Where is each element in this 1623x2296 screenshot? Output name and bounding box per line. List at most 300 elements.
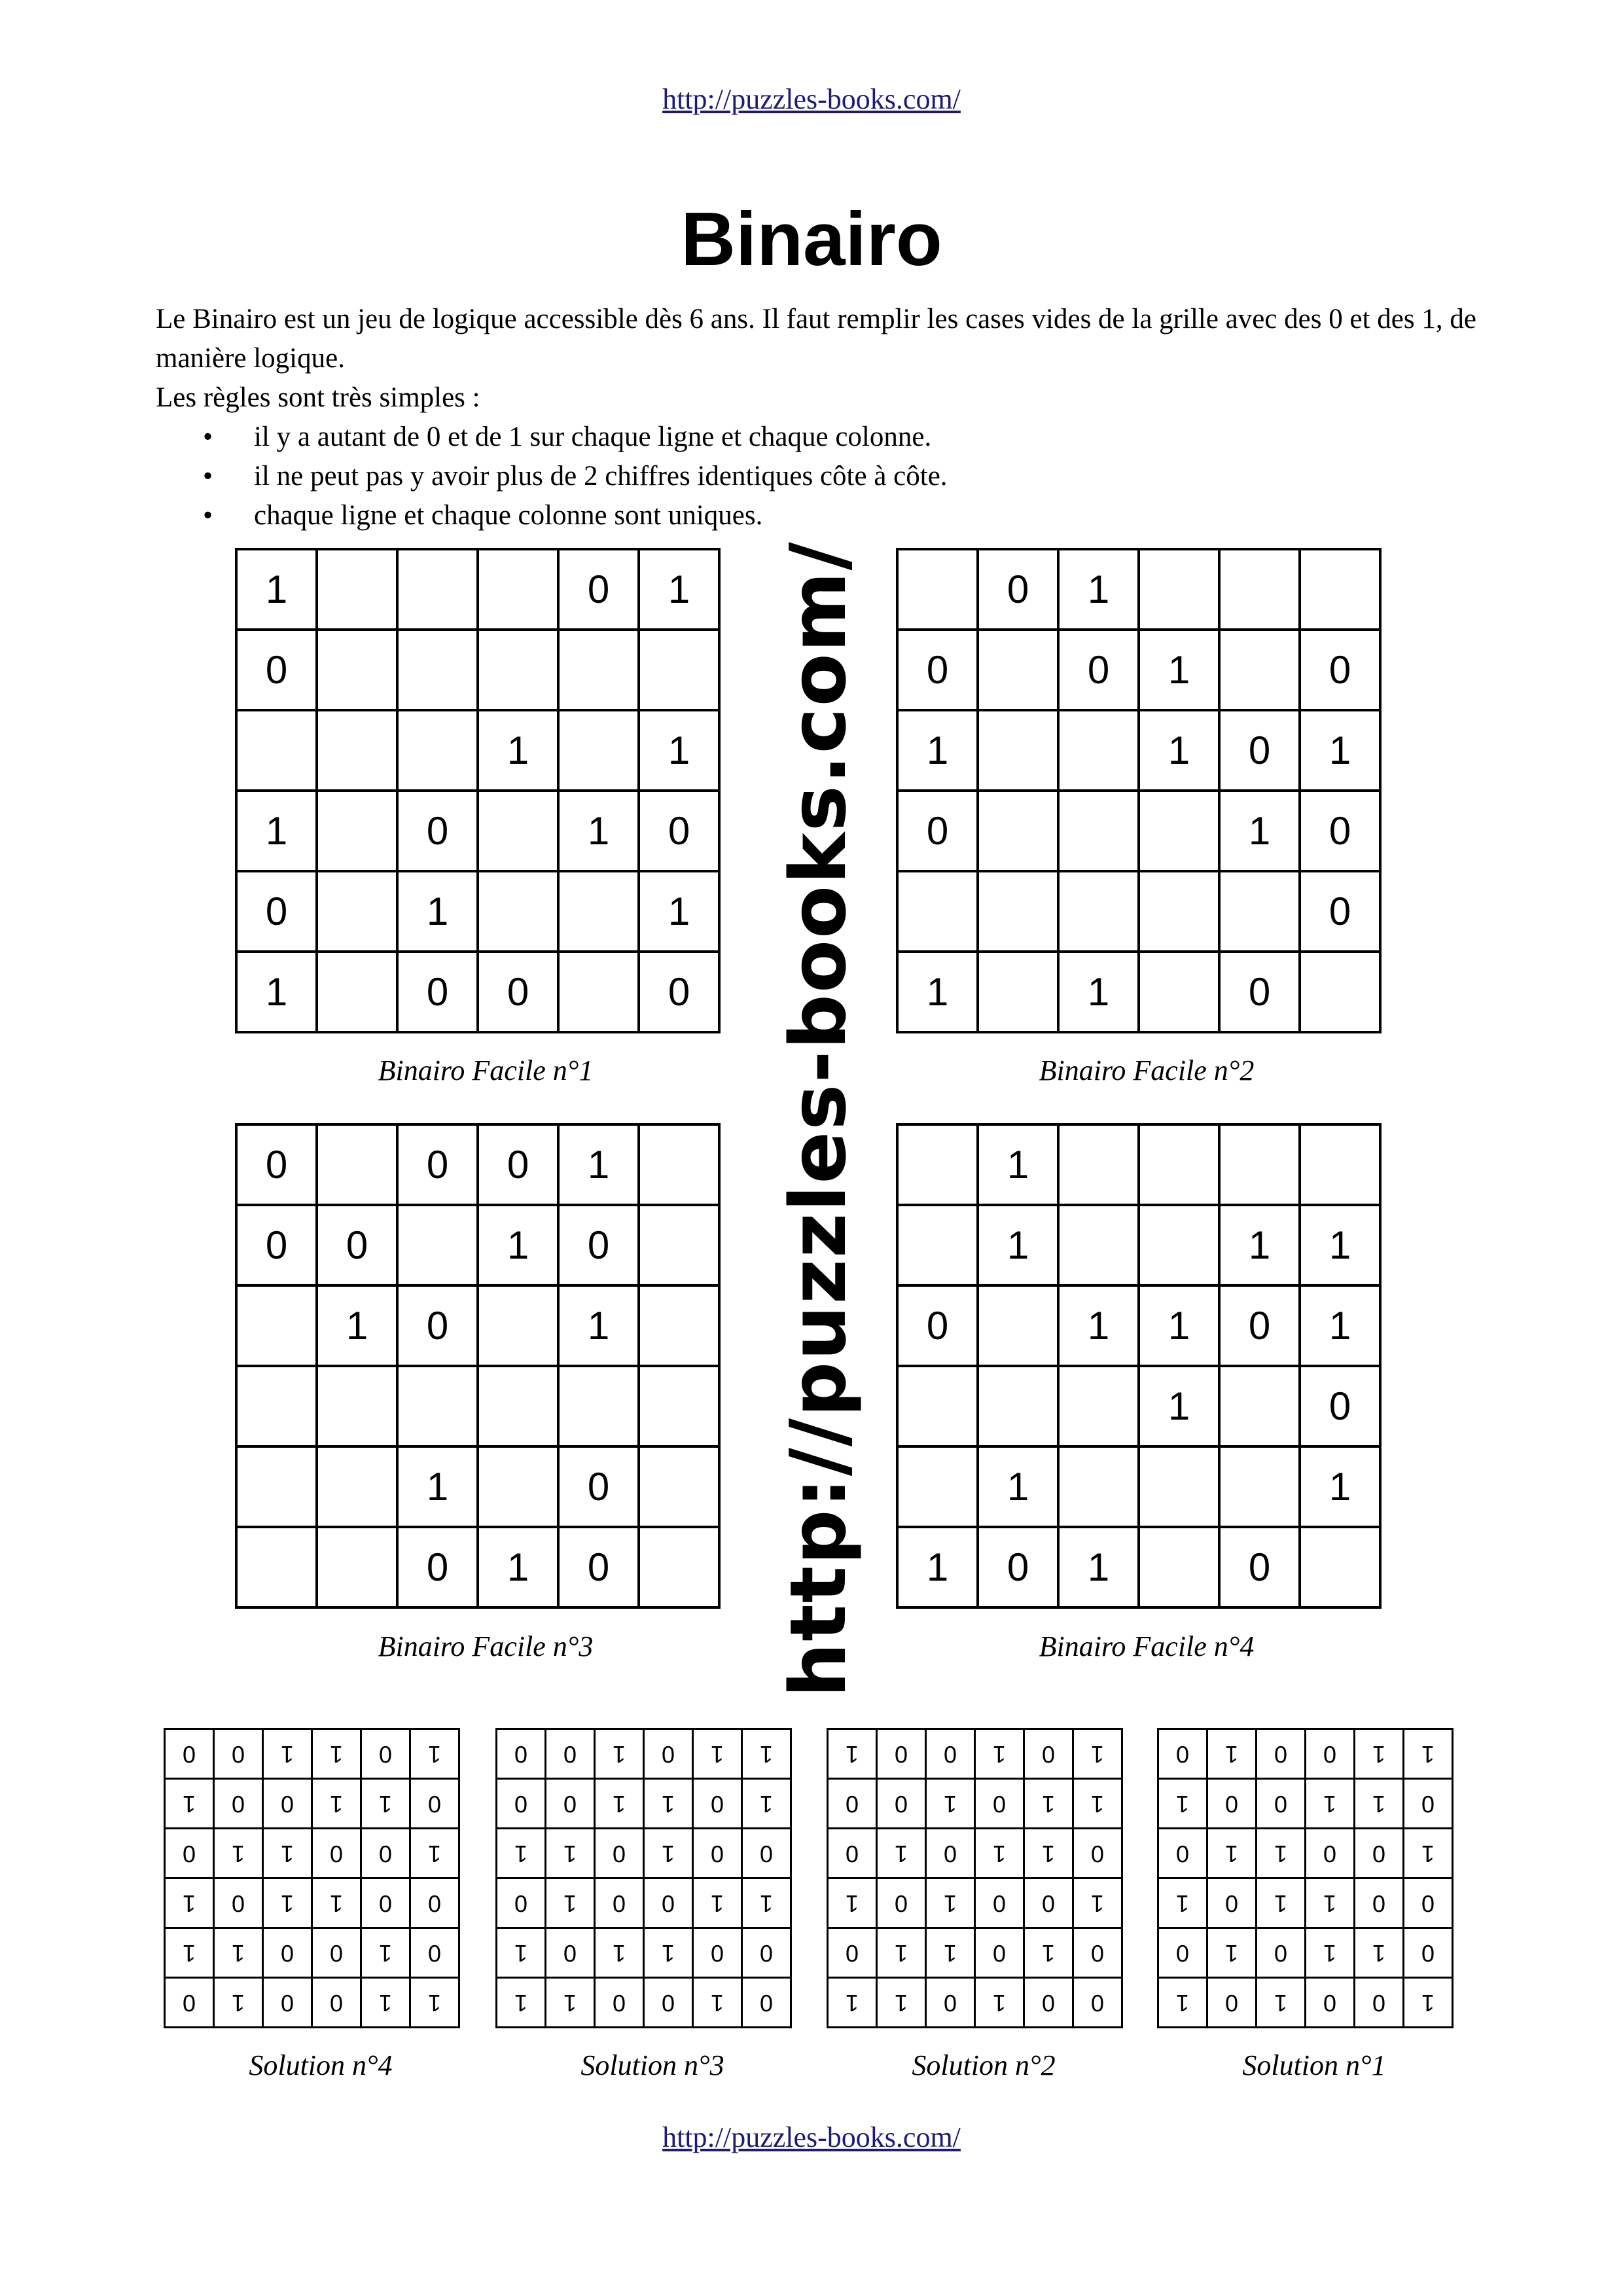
cell-value: 1 [1274,1840,1288,1867]
grid-cell [1139,1366,1219,1446]
cell-value: 0 [280,1989,294,2017]
cell-value: 1 [894,1939,908,1967]
grid-cell [926,1729,975,1779]
cell-value: 0 [1274,1939,1288,1967]
grid-row [165,1928,459,1978]
cell-value: 1 [280,1740,294,1768]
grid-cell [1058,791,1139,871]
rule-text: il y a autant de 0 et de 1 sur chaque ligne et chaque colonne. [254,422,932,452]
cell-value: 1 [329,1790,344,1818]
cell-value: 1 [612,1790,626,1818]
grid-cell [317,1205,397,1285]
cell-value: 1 [265,567,288,611]
intro-paragraph: Le Binairo est un jeu de logique accessible dès 6 ans. Il faut remplir les cases vides de la grille avec des 0 et des 1, de manière logique. [156,304,1476,374]
grid-cell [214,1829,263,1878]
grid-row [497,1978,791,2028]
grid-cell [263,1978,312,2028]
grid-cell [1207,1928,1257,1978]
grid-cell [742,1779,791,1829]
cell-value: 1 [668,567,690,611]
grid-cell [558,1124,639,1205]
grid-cell [397,1366,478,1446]
cell-value: 0 [759,1989,774,2017]
cell-value: 0 [265,1143,288,1187]
grid-cell [478,1366,558,1446]
grid-cell [639,549,719,630]
solution-caption-2: Solution n°2 [912,2049,1056,2081]
cell-value: 1 [1168,1384,1190,1428]
solution-grid-4 [164,1728,460,2028]
grid-cell [165,1928,214,1978]
cell-value: 0 [1248,1304,1271,1348]
grid-cell [693,1928,742,1978]
grid-cell [897,1285,978,1366]
cell-value: 1 [1372,1740,1386,1768]
grid-cell [236,1366,317,1446]
grid-cell [214,1779,263,1829]
cell-value: 0 [759,1939,774,1967]
grid-cell [1158,1878,1207,1928]
cell-value: 0 [992,1890,1007,1917]
grid-cell [236,1446,317,1527]
grid-cell [1058,630,1139,710]
grid-cell [978,710,1058,791]
grid-cell [877,1729,926,1779]
cell-value: 1 [759,1890,774,1917]
cell-value: 1 [280,1890,294,1917]
cell-value: 0 [514,1740,528,1768]
cell-value: 1 [612,1939,626,1967]
grid-cell [644,1928,693,1978]
grid-cell [975,1779,1024,1829]
grid-cell [1024,1978,1073,2028]
cell-value: 0 [563,1790,577,1818]
cell-value: 0 [661,1890,675,1917]
grid-cell [742,1829,791,1878]
cell-value: 1 [992,1989,1007,2017]
grid-cell [1257,1978,1306,2028]
grid-cell [1139,710,1219,791]
grid-cell [877,1878,926,1928]
grid-cell [639,1366,719,1446]
cell-value: 1 [587,1143,610,1187]
cell-value: 1 [1372,1939,1386,1967]
cell-value: 0 [710,1840,724,1867]
grid-row [828,1878,1122,1928]
grid-cell [263,1729,312,1779]
grid-cell [978,1527,1058,1607]
cell-value: 1 [507,1545,529,1589]
grid-cell [1207,1779,1257,1829]
cell-value: 0 [943,1740,957,1768]
grid-row [236,871,719,952]
grid-cell [361,1878,410,1928]
cell-value: 0 [1041,1989,1056,2017]
cell-value: 1 [710,1740,724,1768]
cell-value: 1 [426,1465,449,1509]
grid-cell [1139,549,1219,630]
grid-row [828,1729,1122,1779]
grid-cell [1300,952,1380,1032]
grid-cell [1058,1527,1139,1607]
grid-cell [1219,952,1300,1032]
grid-cell [558,952,639,1032]
grid-cell [595,1729,644,1779]
cell-value: 0 [231,1740,245,1768]
grid-cell [397,630,478,710]
grid-cell [897,1446,978,1527]
cell-value: 1 [587,1304,610,1348]
cell-value: 0 [1372,1840,1386,1867]
cell-value: 0 [894,1790,908,1818]
grid-cell [317,1285,397,1366]
cell-value: 1 [507,1223,529,1267]
puzzle-grid-4 [896,1123,1382,1609]
grid-cell [1073,1978,1122,2028]
cell-value: 1 [1329,1465,1351,1509]
grid-cell [1355,1779,1404,1829]
grid-cell [1139,1285,1219,1366]
cell-value: 0 [426,1143,449,1187]
solution-grid-3 [495,1728,792,2028]
cell-value: 1 [1421,1840,1435,1867]
grid-cell [1219,710,1300,791]
grid-cell [317,549,397,630]
solution-caption-4: Solution n°4 [249,2049,393,2081]
grid-cell [397,549,478,630]
cell-value: 0 [587,1223,610,1267]
cell-value: 0 [182,1740,196,1768]
cell-value: 0 [759,1840,774,1867]
grid-cell [1207,1729,1257,1779]
cell-value: 0 [265,889,288,933]
grid-cell [317,1446,397,1527]
grid-cell [595,1779,644,1829]
grid-cell [975,1729,1024,1779]
puzzle-caption-4: Binairo Facile n°4 [1039,1630,1255,1662]
cell-value: 0 [378,1840,393,1867]
grid-row [497,1928,791,1978]
grid-cell [397,791,478,871]
cell-value: 0 [1007,1545,1029,1589]
grid-cell [1257,1779,1306,1829]
cell-value: 1 [265,809,288,853]
cell-value: 1 [563,1840,577,1867]
grid-cell [877,1978,926,2028]
grid-row [497,1878,791,1928]
cell-value: 1 [710,1989,724,2017]
grid-cell [1139,1527,1219,1607]
grid-cell [1306,1829,1355,1878]
rules-list [156,418,1478,535]
grid-cell [1300,1124,1380,1205]
cell-value: 1 [926,728,949,772]
bullet-icon: • [203,461,213,492]
cell-value: 0 [1041,1740,1056,1768]
grid-cell [897,1366,978,1446]
cell-value: 0 [280,1939,294,1967]
cell-value: 1 [378,1939,393,1967]
grid-row [828,1978,1122,2028]
puzzle-grid-2 [896,548,1382,1033]
grid-cell [397,1446,478,1527]
grid-cell [1355,1829,1404,1878]
cell-value: 1 [1168,728,1190,772]
grid-cell [975,1928,1024,1978]
grid-cell [236,952,317,1032]
cell-value: 0 [1421,1939,1435,1967]
cell-value: 1 [1090,1740,1105,1768]
puzzle-caption-2: Binairo Facile n°2 [1039,1054,1255,1086]
cell-value: 0 [1175,1939,1190,1967]
cell-value: 1 [1041,1790,1056,1818]
grid-cell [877,1928,926,1978]
cell-value: 1 [661,1840,675,1867]
grid-cell [263,1928,312,1978]
grid-cell [595,1978,644,2028]
cell-value: 0 [427,1890,442,1917]
grid-cell [897,871,978,952]
grid-cell [497,1928,546,1978]
grid-cell [1158,1928,1207,1978]
grid-cell [644,1779,693,1829]
cell-value: 0 [507,970,529,1014]
grid-cell [1219,871,1300,952]
grid-cell [926,1928,975,1978]
grid-cell [1158,1729,1207,1779]
grid-cell [397,710,478,791]
cell-value: 1 [231,1840,245,1867]
cell-value: 0 [426,1545,449,1589]
grid-row [236,1366,719,1446]
grid-cell [497,1779,546,1829]
grid-cell [546,1978,595,2028]
grid-cell [1058,1285,1139,1366]
grid-cell [1219,1527,1300,1607]
intro-text [156,300,1478,535]
grid-cell [361,1729,410,1779]
cell-value: 1 [1421,1740,1435,1768]
cell-value: 0 [587,1545,610,1589]
cell-value: 1 [1323,1890,1337,1917]
grid-cell [546,1878,595,1928]
grid-cell [897,710,978,791]
grid-cell [1158,1829,1207,1878]
rules-heading: Les règles sont très simples : [156,382,480,413]
footer-link[interactable]: http://puzzles-books.com/ [662,2121,961,2153]
grid-cell [214,1878,263,1928]
grid-cell [975,1829,1024,1878]
grid-cell [978,1205,1058,1285]
cell-value: 0 [845,1840,859,1867]
page-title: Binairo [681,196,942,281]
cell-value: 0 [426,1304,449,1348]
grid-cell [639,791,719,871]
grid-cell [1355,1878,1404,1928]
cell-value: 1 [1175,1790,1190,1818]
cell-value: 1 [514,1989,528,2017]
grid-cell [1355,1928,1404,1978]
grid-cell [644,1729,693,1779]
grid-cell [1300,1527,1380,1607]
grid-cell [595,1829,644,1878]
grid-cell [214,1928,263,1978]
grid-row [236,630,719,710]
cell-value: 1 [668,728,690,772]
grid-cell [644,1878,693,1928]
grid-cell [497,1978,546,2028]
grid-cell [1300,1285,1380,1366]
grid-row [897,1527,1380,1607]
grid-cell [361,1978,410,2028]
grid-cell [1139,630,1219,710]
grid-row [236,791,719,871]
bullet-icon: • [203,500,213,531]
cell-value: 0 [1224,1790,1239,1818]
grid-row [165,1779,459,1829]
cell-value: 0 [1329,1384,1351,1428]
grid-cell [397,1527,478,1607]
rule-text: il ne peut pas y avoir plus de 2 chiffres identiques côte à côte. [254,461,948,492]
grid-cell [595,1878,644,1928]
cell-value: 0 [231,1890,245,1917]
cell-value: 1 [759,1740,774,1768]
grid-cell [361,1779,410,1829]
cell-value: 0 [346,1223,368,1267]
cell-value: 0 [329,1989,344,2017]
grid-cell [236,1527,317,1607]
grid-cell [897,952,978,1032]
grid-cell [312,1878,361,1928]
grid-cell [693,1829,742,1878]
cell-value: 1 [668,889,690,933]
grid-cell [312,1729,361,1779]
cell-value: 1 [1168,1304,1190,1348]
cell-value: 0 [926,1304,949,1348]
cell-value: 1 [1168,648,1190,692]
cell-value: 1 [1007,1143,1029,1187]
cell-value: 0 [1007,567,1029,611]
rule-item [156,457,1478,496]
cell-value: 1 [182,1890,196,1917]
grid-cell [639,871,719,952]
grid-cell [1300,549,1380,630]
grid-cell [644,1829,693,1878]
grid-cell [926,1878,975,1928]
cell-value: 1 [1274,1890,1288,1917]
grid-cell [639,1205,719,1285]
header-link[interactable]: http://puzzles-books.com/ [662,83,961,115]
grid-cell [975,1878,1024,1928]
cell-value: 0 [507,1143,529,1187]
grid-cell [1219,1366,1300,1446]
grid-cell [978,871,1058,952]
grid-cell [1139,1124,1219,1205]
grid-cell [1024,1928,1073,1978]
grid-cell [1073,1928,1122,1978]
puzzle-grid-1 [235,548,721,1033]
solution-grid-1 [1157,1728,1454,2028]
cell-value: 0 [1274,1740,1288,1768]
cell-value: 1 [943,1790,957,1818]
cell-value: 0 [427,1790,442,1818]
grid-cell [478,1124,558,1205]
cell-value: 1 [507,728,529,772]
grid-cell [897,1124,978,1205]
grid-cell [828,1878,877,1928]
grid-cell [478,549,558,630]
cell-value: 0 [1224,1890,1239,1917]
grid-row [236,1205,719,1285]
grid-cell [478,630,558,710]
cell-value: 0 [710,1790,724,1818]
grid-cell [877,1829,926,1878]
grid-cell [1058,1124,1139,1205]
grid-cell [1300,710,1380,791]
grid-cell [1158,1978,1207,2028]
grid-row [897,1205,1380,1285]
cell-value: 1 [661,1939,675,1967]
grid-cell [828,1978,877,2028]
cell-value: 1 [710,1890,724,1917]
grid-row [497,1729,791,1779]
cell-value: 1 [1224,1840,1239,1867]
grid-cell [397,871,478,952]
cell-value: 1 [759,1790,774,1818]
cell-value: 1 [182,1790,196,1818]
cell-value: 0 [265,1223,288,1267]
cell-value: 0 [1041,1890,1056,1917]
rule-item [156,496,1478,535]
cell-value: 0 [265,648,288,692]
grid-cell [397,1124,478,1205]
puzzle-grid-3 [235,1123,721,1609]
cell-value: 1 [265,970,288,1014]
cell-value: 0 [710,1939,724,1967]
cell-value: 1 [1087,970,1110,1014]
grid-cell [317,952,397,1032]
grid-row [236,710,719,791]
grid-cell [978,1124,1058,1205]
grid-cell [1024,1779,1073,1829]
grid-row [1158,1928,1453,1978]
grid-cell [478,791,558,871]
grid-cell [546,1829,595,1878]
grid-row [897,1366,1380,1446]
grid-cell [478,952,558,1032]
grid-cell [236,791,317,871]
cell-value: 0 [329,1840,344,1867]
cell-value: 0 [992,1790,1007,1818]
cell-value: 0 [378,1740,393,1768]
grid-cell [1073,1829,1122,1878]
grid-cell [1219,791,1300,871]
cell-value: 1 [1274,1989,1288,2017]
grid-cell [478,1205,558,1285]
grid-cell [478,1285,558,1366]
watermark-text: http://puzzles-books.com/ [773,541,863,1698]
cell-value: 0 [1329,889,1351,933]
grid-cell [478,871,558,952]
cell-value: 0 [1248,970,1271,1014]
grid-row [236,1124,719,1205]
grid-cell [1219,1446,1300,1527]
grid-cell [558,1366,639,1446]
grid-cell [1306,1978,1355,2028]
cell-value: 1 [943,1939,957,1967]
grid-cell [926,1779,975,1829]
cell-value: 1 [426,889,449,933]
